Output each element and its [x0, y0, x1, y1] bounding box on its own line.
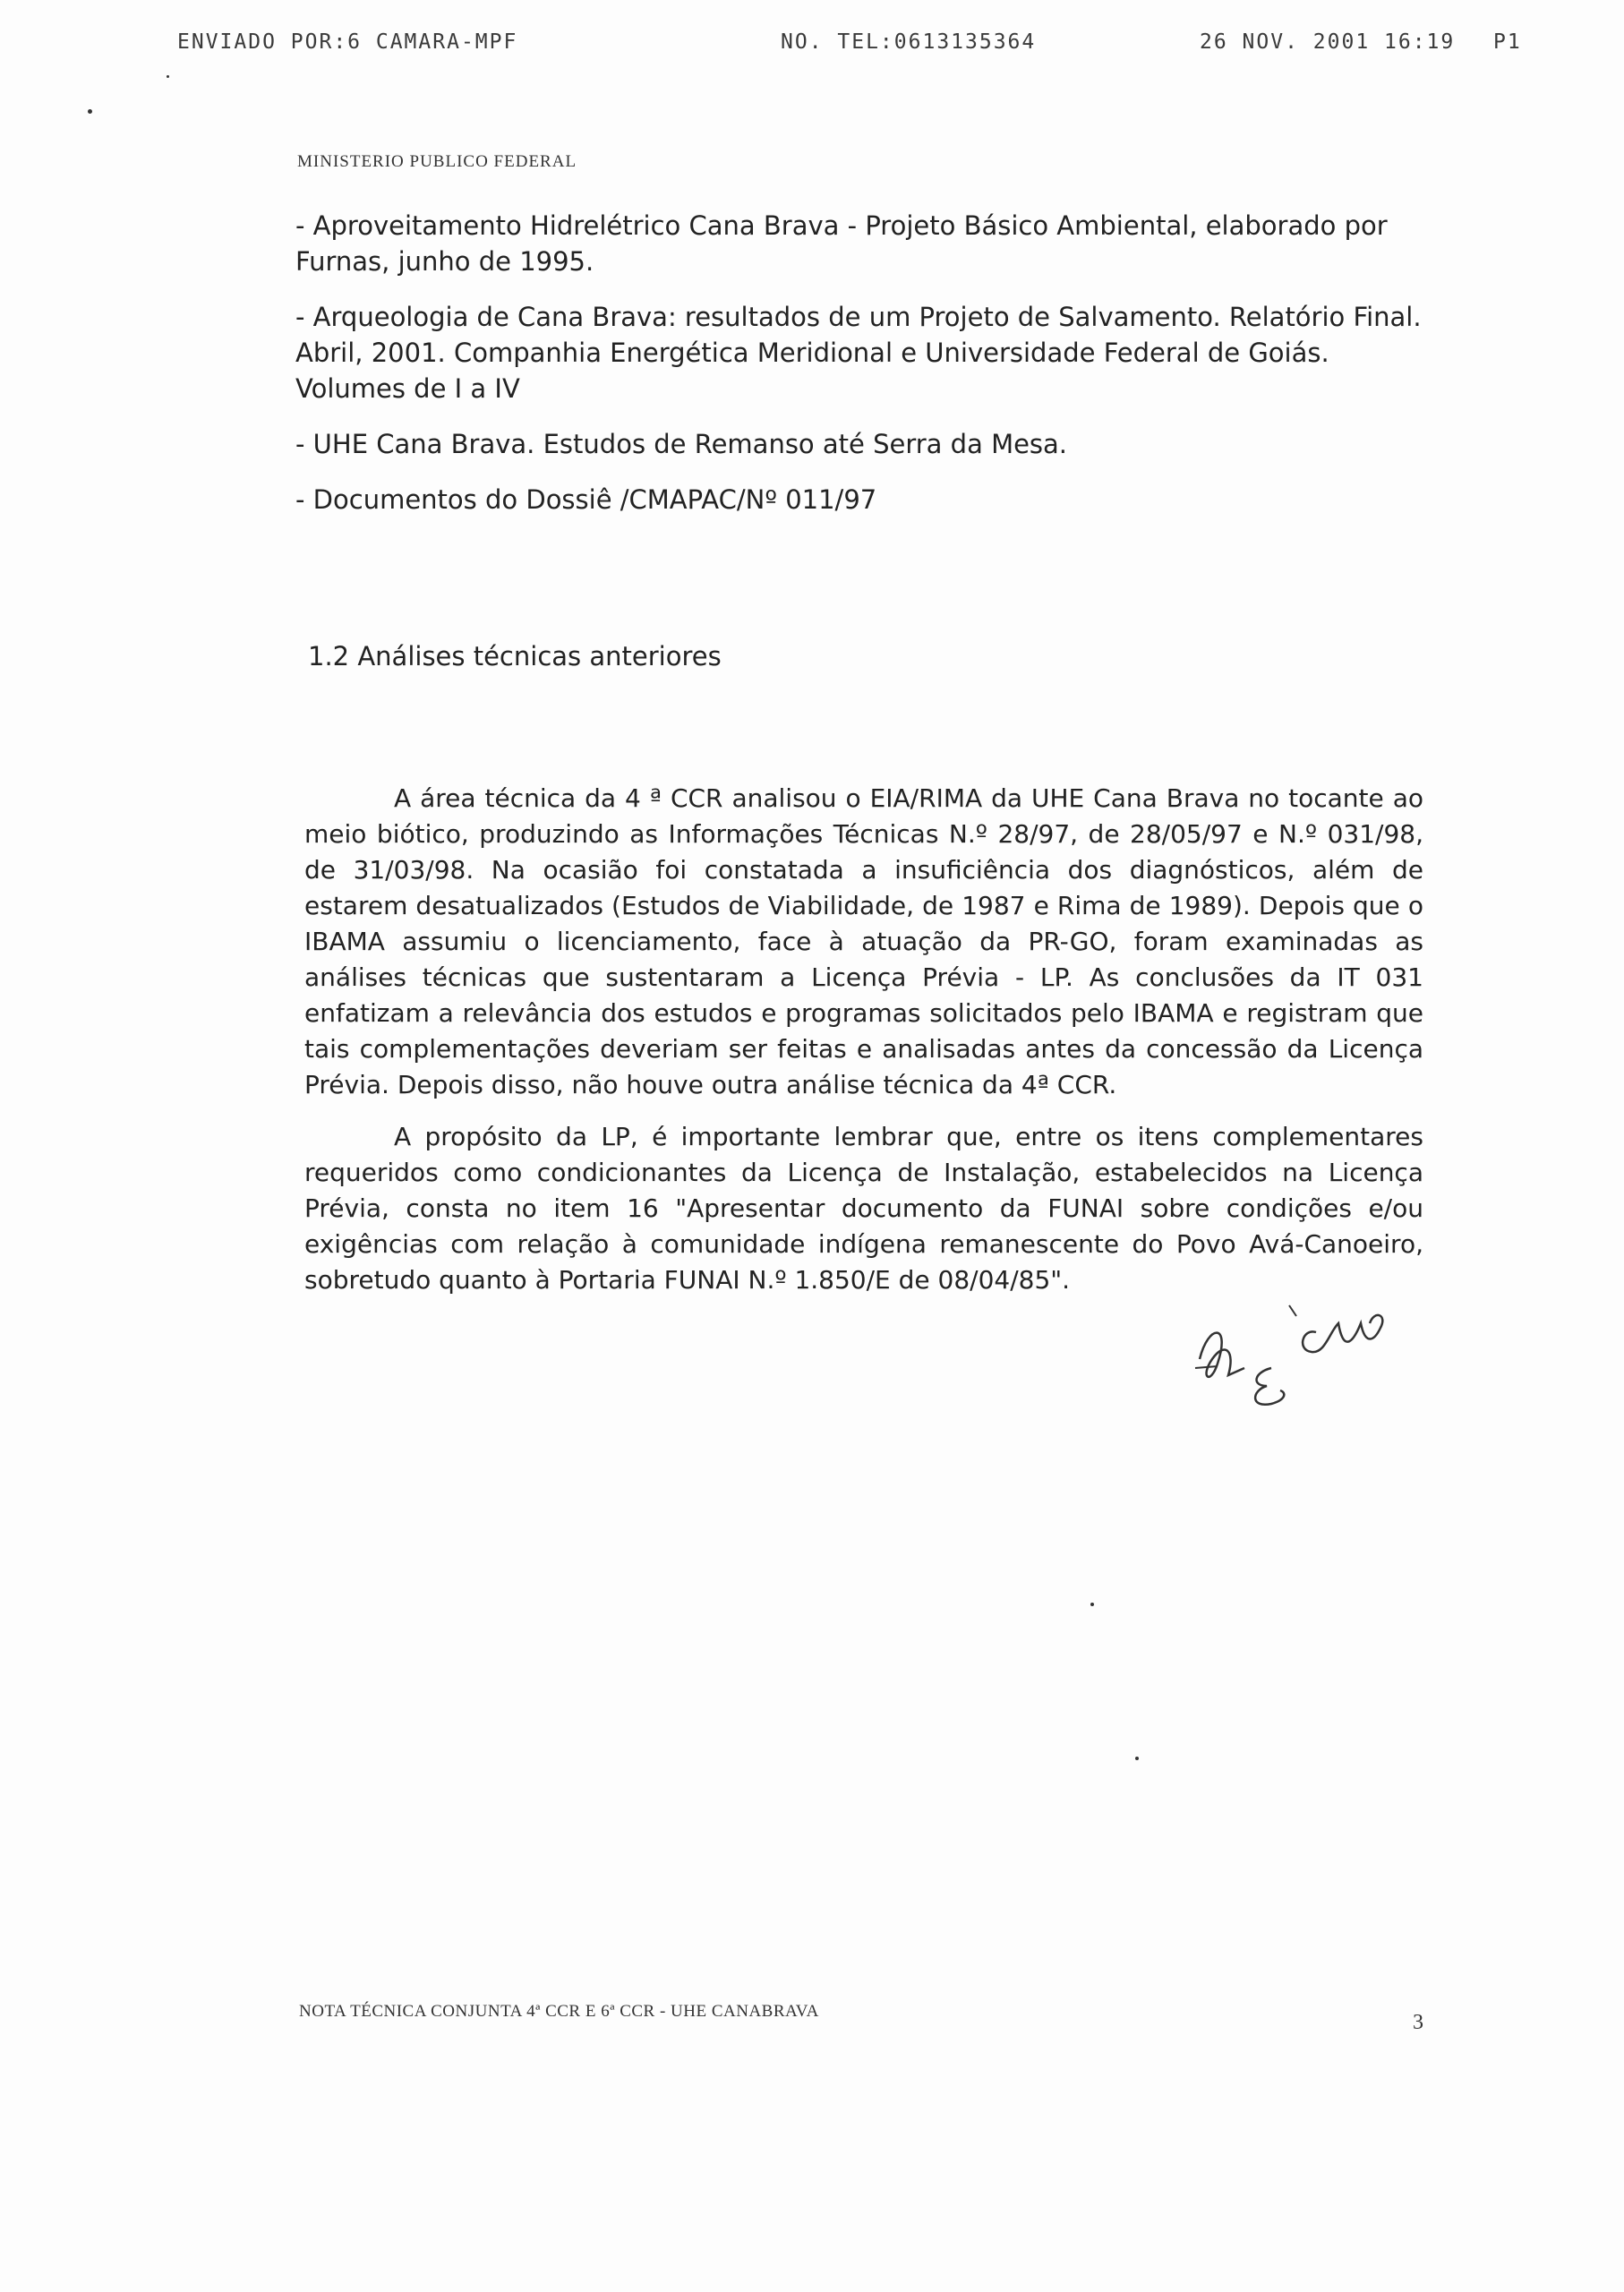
- reference-item: - Aproveitamento Hidrelétrico Cana Brava - Projeto Básico Ambiental, elaborado por Furnas, junho de 1995.: [295, 210, 1388, 277]
- fax-date-time: 26 NOV. 2001 16:19: [1200, 30, 1456, 54]
- scan-speck: [1135, 1757, 1139, 1760]
- scan-speck: [1090, 1603, 1094, 1606]
- scan-speck: [167, 75, 169, 78]
- fax-header: [0, 30, 1624, 59]
- handwritten-signature: [1182, 1296, 1397, 1444]
- fax-phone: NO. TEL:0613135364: [781, 30, 1037, 54]
- section-heading: 1.2 Análises técnicas anteriores: [308, 641, 722, 671]
- ministry-header: MINISTERIO PUBLICO FEDERAL: [297, 152, 577, 171]
- fax-sender: ENVIADO POR:6 CAMARA-MPF: [177, 30, 518, 54]
- reference-item: - Arqueologia de Cana Brava: resultados de um Projeto de Salvamento. Relatório Final. Abril, 2001. Companhia Energética Meridional e Universidade Federal de Goiás. Volumes de I a IV: [295, 302, 1422, 404]
- page-number: 3: [1413, 2011, 1423, 2034]
- reference-list: [295, 208, 1425, 537]
- signature-mark: [1182, 1296, 1397, 1440]
- reference-item: - UHE Cana Brava. Estudos de Remanso até Serra da Mesa.: [295, 429, 1068, 459]
- paragraph: A área técnica da 4 ª CCR analisou o EIA/RIMA da UHE Cana Brava no tocante ao meio biótico, produzindo as Informações Técnicas N.º 28/97, de 28/05/97 e N.º 031/98, de 31/03/98. Na ocasião foi constatada a insuficiência dos diagnósticos, além de estarem desatualizados (Estudos de Viabilidade, de 1987 e Rima de 1989). Depois que o IBAMA assumiu o licenciamento, face à atuação da PR-GO, foram examinadas as análises técnicas que sustentaram a Licença Prévia - LP. As conclusões da IT 031 enfatizam a relevância dos estudos e programas solicitados pelo IBAMA e registram que tais complementações deveriam ser feitas e analisadas antes da concessão da Licença Prévia. Depois disso, não houve outra análise técnica da 4ª CCR.: [304, 783, 1423, 1099]
- footer-note: NOTA TÉCNICA CONJUNTA 4ª CCR E 6ª CCR - UHE CANABRAVA: [299, 2002, 819, 2021]
- paragraph: A propósito da LP, é importante lembrar que, entre os itens complementares requeridos como condicionantes da Licença de Instalação, estabelecidos na Licença Prévia, consta no item 16 "Apresentar documento da FUNAI sobre condições e/ou exigências com relação à comunidade indígena remanescente do Povo Avá-Canoeiro, sobretudo quanto à Portaria FUNAI N.º 1.850/E de 08/04/85".: [304, 1122, 1423, 1295]
- reference-item: - Documentos do Dossiê /CMAPAC/Nº 011/97: [295, 484, 877, 515]
- scan-speck: [88, 109, 92, 114]
- body-text: [304, 781, 1423, 1314]
- fax-page: P1: [1493, 30, 1522, 54]
